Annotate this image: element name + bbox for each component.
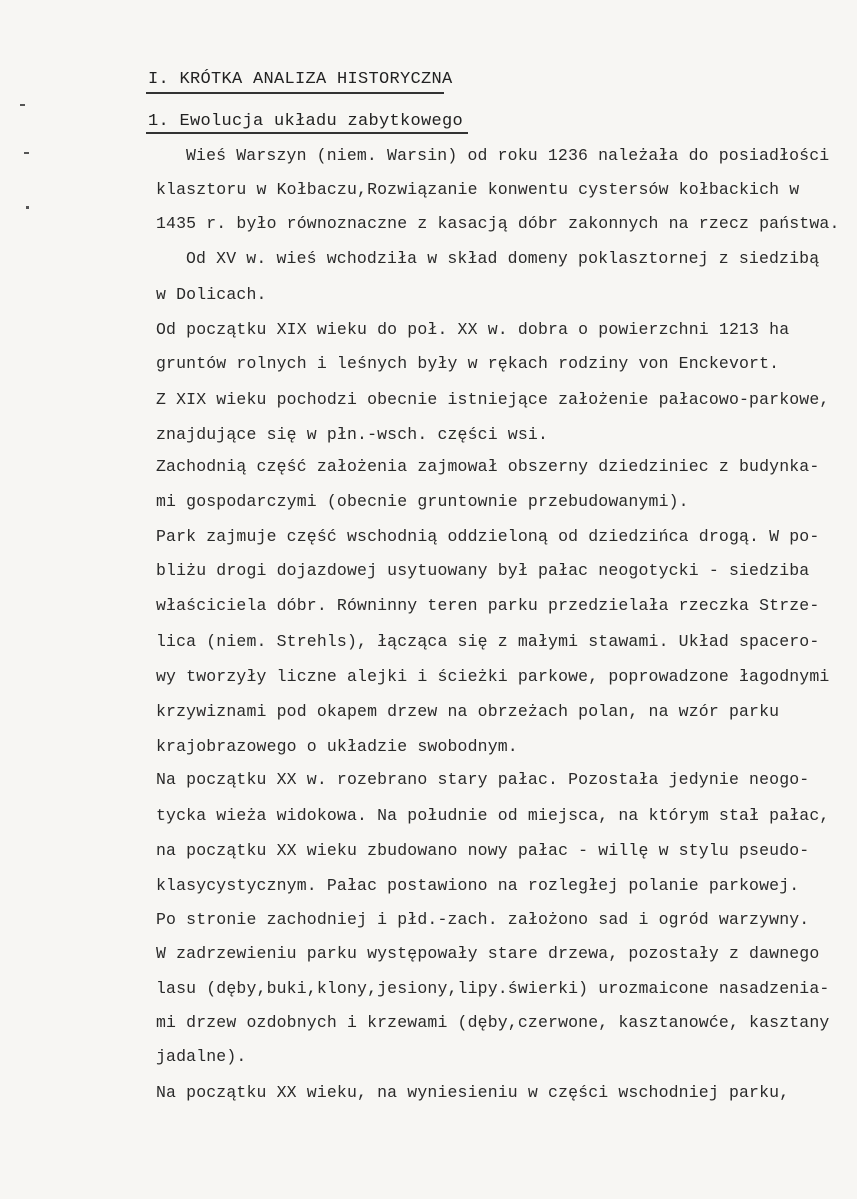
body-line: tycka wieża widokowa. Na południe od miejsca, na którym stał pałac, <box>156 806 830 825</box>
body-line: jadalne). <box>156 1047 247 1066</box>
body-line: gruntów rolnych i leśnych były w rękach rodziny von Enckevort. <box>156 354 780 373</box>
margin-mark <box>20 104 25 106</box>
body-line: W zadrzewieniu parku występowały stare drzewa, pozostały z dawnego <box>156 944 820 963</box>
body-line: Wieś Warszyn (niem. Warsin) od roku 1236 należała do posiadłości <box>186 146 830 165</box>
body-line: klasztoru w Kołbaczu,Rozwiązanie konwentu cystersów kołbackich w <box>156 180 800 199</box>
body-line: Od XV w. wieś wchodziła w skład domeny poklasztornej z siedzibą <box>186 249 820 268</box>
body-line: mi gospodarczymi (obecnie gruntownie przebudowanymi). <box>156 492 689 511</box>
body-line: wy tworzyły liczne alejki i ścieżki parkowe, poprowadzone łagodnymi <box>156 667 830 686</box>
body-line: Na początku XX wieku, na wyniesieniu w części wschodniej parku, <box>156 1083 790 1102</box>
body-line: lica (niem. Strehls), łącząca się z małymi stawami. Układ spacero- <box>156 632 820 651</box>
body-line: Zachodnią część założenia zajmował obszerny dziedziniec z budynka- <box>156 457 820 476</box>
section-heading-underline <box>146 92 444 94</box>
section-heading: I. KRÓTKA ANALIZA HISTORYCZNA <box>148 70 453 89</box>
body-line: na początku XX wieku zbudowano nowy pałac - willę w stylu pseudo- <box>156 841 810 860</box>
body-line: w Dolicach. <box>156 285 267 304</box>
body-line: lasu (dęby,buki,klony,jesiony,lipy.świerki) urozmaicone nasadzenia- <box>156 979 830 998</box>
body-line: Z XIX wieku pochodzi obecnie istniejące założenie pałacowo-parkowe, <box>156 390 830 409</box>
body-line: znajdujące się w płn.-wsch. części wsi. <box>156 425 549 444</box>
body-line: Park zajmuje część wschodnią oddzieloną od dziedzińca drogą. W po- <box>156 527 820 546</box>
body-line: Od początku XIX wieku do poł. XX w. dobra o powierzchni 1213 ha <box>156 320 790 339</box>
subsection-heading-underline <box>146 132 468 134</box>
margin-mark <box>24 152 29 154</box>
subsection-heading: 1. Ewolucja układu zabytkowego <box>148 112 464 131</box>
margin-mark <box>26 206 29 209</box>
body-line: Na początku XX w. rozebrano stary pałac. Pozostała jedynie neogo- <box>156 770 810 789</box>
body-line: krzywiznami pod okapem drzew na obrzeżach polan, na wzór parku <box>156 702 780 721</box>
body-line: bliżu drogi dojazdowej usytuowany był pałac neogotycki - siedziba <box>156 561 810 580</box>
body-line: Po stronie zachodniej i płd.-zach. założono sad i ogród warzywny. <box>156 910 810 929</box>
body-line: mi drzew ozdobnych i krzewami (dęby,czerwone, kasztanowće, kasztany <box>156 1013 830 1032</box>
body-line: właściciela dóbr. Równinny teren parku przedzielała rzeczka Strze- <box>156 596 820 615</box>
body-line: klasycystycznym. Pałac postawiono na rozległej polanie parkowej. <box>156 876 800 895</box>
body-line: krajobrazowego o układzie swobodnym. <box>156 737 518 756</box>
body-line: 1435 r. było równoznaczne z kasacją dóbr zakonnych na rzecz państwa. <box>156 214 840 233</box>
